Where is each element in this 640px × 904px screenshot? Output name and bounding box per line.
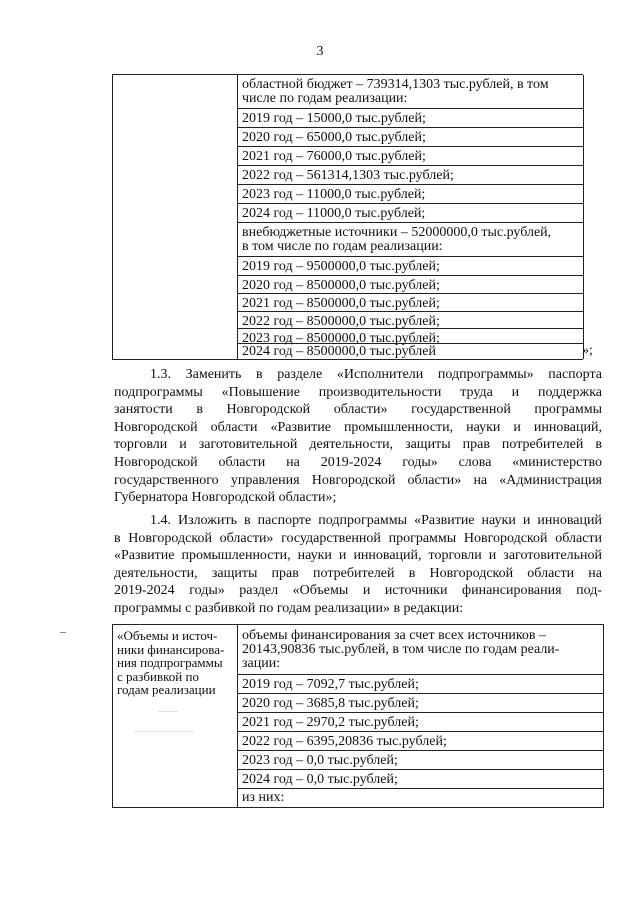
text-line: программы с разбивкой по годам реализации» в редакции:: [114, 600, 464, 616]
section-heading-cell: [117, 629, 235, 697]
heading-line: ники финансирова-: [117, 641, 225, 657]
text-line: Новгородской области «Развитие промышленности, науки и инноваций,: [114, 419, 602, 435]
text-line: подпрограммы «Повышение производительности труда и поддержка: [114, 384, 602, 400]
table-line: в том числе по годам реализации:: [242, 239, 443, 254]
table-line: зации:: [242, 656, 281, 671]
table-line: объемы финансирования за счет всех источников –: [242, 628, 547, 643]
table-line: 2021 год – 2970,2 тыс.рублей;: [242, 715, 419, 730]
heading-line: ния подпрограммы: [117, 655, 223, 670]
heading-line: с разбивкой по: [117, 668, 199, 684]
funding-table-new: [112, 624, 604, 808]
paragraph-1-3: [114, 366, 602, 507]
text-line: занятости в Новгородской области» государственной программы: [114, 402, 602, 418]
table-line: из них:: [242, 790, 285, 805]
funding-table-continued: [112, 74, 583, 360]
table-line: 2022 год – 561314,1303 тыс.рублей;: [242, 168, 454, 183]
table-line: 2023 год – 11000,0 тыс.рублей;: [242, 187, 426, 202]
table-line: 2024 год – 0,0 тыс.рублей;: [242, 772, 398, 787]
table-line: 2021 год – 8500000,0 тыс.рублей;: [242, 296, 440, 311]
table-line: 2023 год – 8500000,0 тыс.рублей;: [242, 331, 440, 346]
heading-line: «Объемы и источ-: [117, 628, 218, 643]
text-line: Губернатора Новгородской области»;: [114, 490, 337, 506]
text-line: 2019-2024 годы» раздел «Объемы и источники финансирования под-: [114, 583, 602, 599]
text-line: Новгородской области на 2019-2024 годы» слова «министерство: [114, 454, 602, 470]
text-line: государственного управления Новгородской области» на «Администрация: [114, 472, 602, 488]
text-line: 1.4. Изложить в паспорте подпрограммы «Развитие науки и инноваций: [150, 513, 602, 528]
text-line: торговли и заготовительной деятельности, защиты прав потребителей в: [114, 437, 602, 453]
table-line: 2022 год – 8500000,0 тыс.рублей;: [242, 314, 440, 329]
table-left-cell-empty: [113, 75, 238, 359]
text-line: «Развитие промышленности, науки и инноваций, торговли и заготовительной: [114, 548, 602, 564]
table-right-cell: [238, 75, 583, 359]
table-line: 2020 год – 8500000,0 тыс.рублей;: [242, 278, 440, 293]
margin-mark: [60, 632, 66, 633]
table-line: 2024 год – 11000,0 тыс.рублей;: [242, 206, 426, 221]
table-right-cell: [238, 625, 603, 807]
text-line: в Новгородской области» государственной программы Новгородской области: [114, 530, 602, 546]
table-line: 2019 год – 15000,0 тыс.рублей;: [242, 111, 426, 126]
closing-quote: »;: [582, 343, 593, 358]
table-line: 20143,90836 тыс.рублей, в том числе по годам реали-: [242, 642, 560, 657]
table-line: числе по годам реализации:: [242, 91, 408, 106]
table-line: 2020 год – 65000,0 тыс.рублей;: [242, 130, 426, 145]
text-line: деятельности, защиты прав потребителей в Новгородской области на: [114, 565, 602, 581]
table-line: 2024 год – 8500000,0 тыс.рублей: [242, 344, 436, 359]
heading-line: годам реализации: [117, 682, 216, 697]
paragraph-1-4: [114, 512, 602, 618]
table-left-cell: [113, 625, 238, 807]
page-number: 3: [316, 44, 324, 59]
table-line: 2019 год – 9500000,0 тыс.рублей;: [242, 259, 440, 274]
table-line: областной бюджет – 739314,1303 тыс.рублей, в том: [242, 77, 549, 92]
table-line: внебюджетные источники – 52000000,0 тыс.рублей,: [242, 225, 552, 240]
table-line: 2019 год – 7092,7 тыс.рублей;: [242, 677, 419, 692]
table-line: 2023 год – 0,0 тыс.рублей;: [242, 753, 398, 768]
table-line: 2020 год – 3685,8 тыс.рублей;: [242, 696, 419, 711]
text-line: 1.3. Заменить в разделе «Исполнители подпрограммы» паспорта: [150, 367, 602, 382]
table-line: 2022 год – 6395,20836 тыс.рублей;: [242, 734, 447, 749]
table-line: 2021 год – 76000,0 тыс.рублей;: [242, 149, 426, 164]
